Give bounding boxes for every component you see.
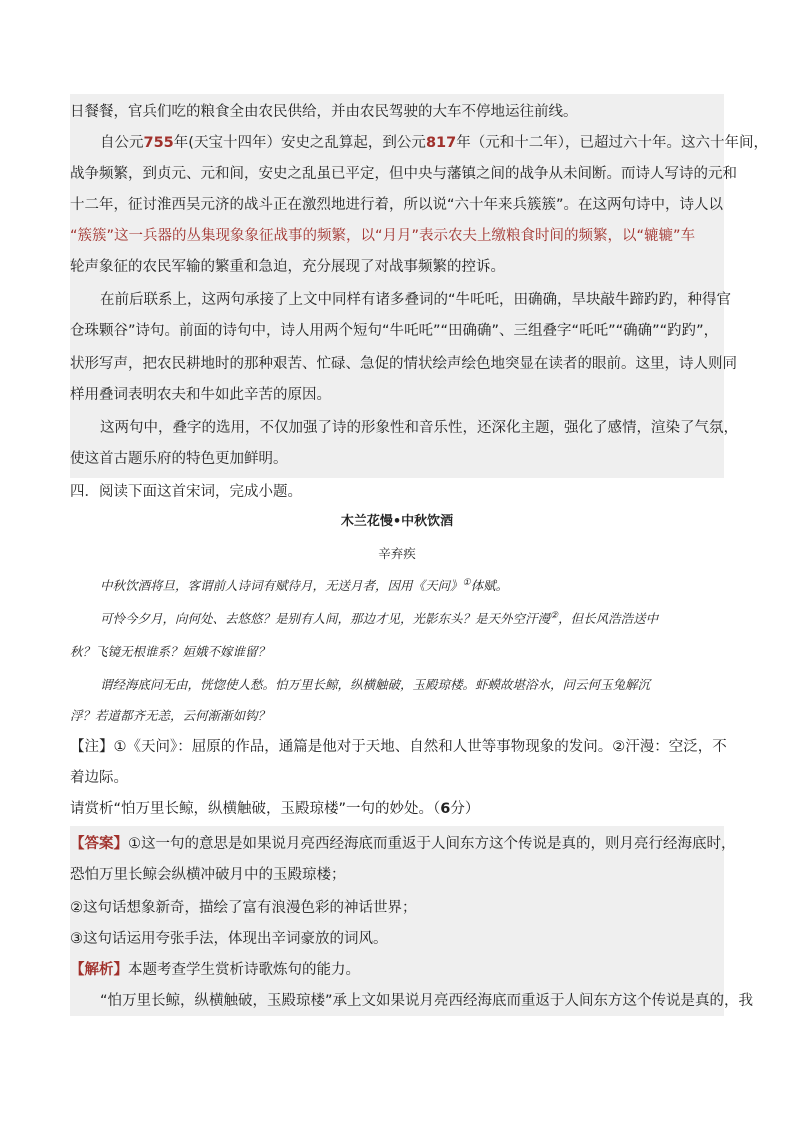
analysis-line: 战争频繁，到贞元、元和间，安史之乱虽已平定，但中央与藩镇之间的战争从未间断。而诗人写诗的元和 bbox=[70, 166, 737, 182]
note-line: 【注】①《天问》：屈原的作品，通篇是他对于天地、自然和人世等事物现象的发问。②汗漫：空泛，不 bbox=[70, 739, 727, 755]
answer-line: ②这句话想象新奇，描绘了富有浪漫色彩的神话世界； bbox=[70, 900, 417, 916]
analysis-line: 在前后联系上，这两句承接了上文中同样有诸多叠词的“牛吒吒，田确确，旱块敲牛蹄趵趵，种得官 bbox=[100, 292, 732, 308]
analysis-line-highlight: “簇簇”这一兵器的丛集现象象征战事的频繁，以“月月”表示农夫上缴粮食时间的频繁，以“辘辘”车 bbox=[70, 228, 696, 244]
text: 体赋。 bbox=[470, 578, 509, 593]
answer-line: 恐怕万里长鲸会纵横冲破月中的玉殿琼楼； bbox=[70, 867, 346, 883]
analysis-line: 样用叠词表明农夫和牛如此辛苦的原因。 bbox=[70, 387, 331, 403]
analysis-line: “怕万里长鲸，纵横触破，玉殿琼楼”承上文如果说月亮西经海底而重返于人间东方这个传说是真的，我 bbox=[100, 993, 754, 1009]
answer-label: 【答案】 bbox=[70, 836, 128, 852]
footnote-mark: ① bbox=[462, 577, 471, 588]
text: 分） bbox=[450, 801, 480, 817]
analysis-line bbox=[70, 127, 768, 159]
analysis-line: 仓珠颗谷”诗句。前面的诗句中，诗人用两个短句“牛吒吒”“田确确”、三组叠字“吒吒”“确确”“趵趵”， bbox=[70, 323, 719, 339]
poem-title: 木兰花慢•中秋饮酒 bbox=[340, 514, 454, 529]
analysis-line: 这两句中，叠字的选用，不仅加强了诗的形象性和音乐性，还深化主题，强化了感情，渲染了气氛， bbox=[100, 420, 738, 436]
text: 中秋饮酒将旦，客谓前人诗词有赋待月，无送月者，因用《天问》 bbox=[100, 578, 463, 593]
question-score: 6 bbox=[440, 801, 451, 817]
question bbox=[70, 793, 724, 825]
answer-line: ③这句话运用夸张手法，体现出辛词豪放的词风。 bbox=[70, 931, 388, 947]
year-number: 817 bbox=[425, 135, 457, 151]
text: 年（元和十二年），已超过六十年。这六十年间， bbox=[456, 135, 768, 151]
text: 自公元 bbox=[100, 135, 144, 151]
note-line: 着边际。 bbox=[70, 770, 128, 786]
poem-line: 秋？飞镜无根谁系？姮娥不嫁谁留？ bbox=[70, 644, 271, 659]
analysis-line: 使这首古题乐府的特色更加鲜明。 bbox=[70, 451, 288, 467]
text: 可怜今夕月，向何处、去悠悠？是别有人间，那边才见，光影东头？是天外空汗漫 bbox=[100, 611, 551, 626]
footnote-mark: ② bbox=[550, 610, 559, 621]
answer-line bbox=[70, 828, 736, 860]
poem-line: 谓经海底问无由，恍惚使人愁。怕万里长鲸，纵横触破，玉殿琼楼。虾蟆故堪浴水，问云何玉兔解沉 bbox=[100, 677, 651, 692]
analysis-line: 十二年，征讨淮西吴元济的战斗正在激烈地进行着，所以说“六十年来兵簇簇”。在这两句诗中，诗人以 bbox=[70, 197, 724, 213]
analysis-line: 轮声象征的农民军输的繁重和急迫，充分展现了对战事频繁的控诉。 bbox=[70, 259, 505, 275]
text: 年(天宝十四年）安史之乱算起，到公元 bbox=[173, 135, 426, 151]
poem-line: 浮？若道都齐无恙，云何渐渐如钩？ bbox=[70, 708, 271, 723]
text: ①这一句的意思是如果说月亮西经海底而重返于人间东方这个传说是真的，则月亮行经海底时， bbox=[128, 836, 736, 852]
poem-line bbox=[70, 603, 724, 635]
analysis-line: 日餐餐，官兵们吃的粮食全由农民供给，并由农民驾驶的大车不停地运往前线。 bbox=[70, 104, 578, 120]
analysis-line: 状形写声，把农民耕地时的那种艰苦、忙碌、急促的情状绘声绘色地突显在读者的眼前。这里，诗人则同 bbox=[70, 356, 737, 372]
year-number: 755 bbox=[143, 135, 174, 151]
poem-preface bbox=[70, 570, 724, 602]
section-heading: 四．阅读下面这首宋词，完成小题。 bbox=[70, 484, 302, 500]
text: 请赏析“怕万里长鲸，纵横触破，玉殿琼楼”一句的妙处。（ bbox=[70, 801, 441, 817]
text: 本题考查学生赏析诗歌炼句的能力。 bbox=[128, 962, 360, 978]
analysis-line bbox=[70, 954, 724, 986]
text: ，但长风浩浩送中 bbox=[558, 611, 659, 626]
analysis-label: 【解析】 bbox=[70, 962, 128, 978]
poem-author: 辛弃疾 bbox=[378, 546, 416, 561]
